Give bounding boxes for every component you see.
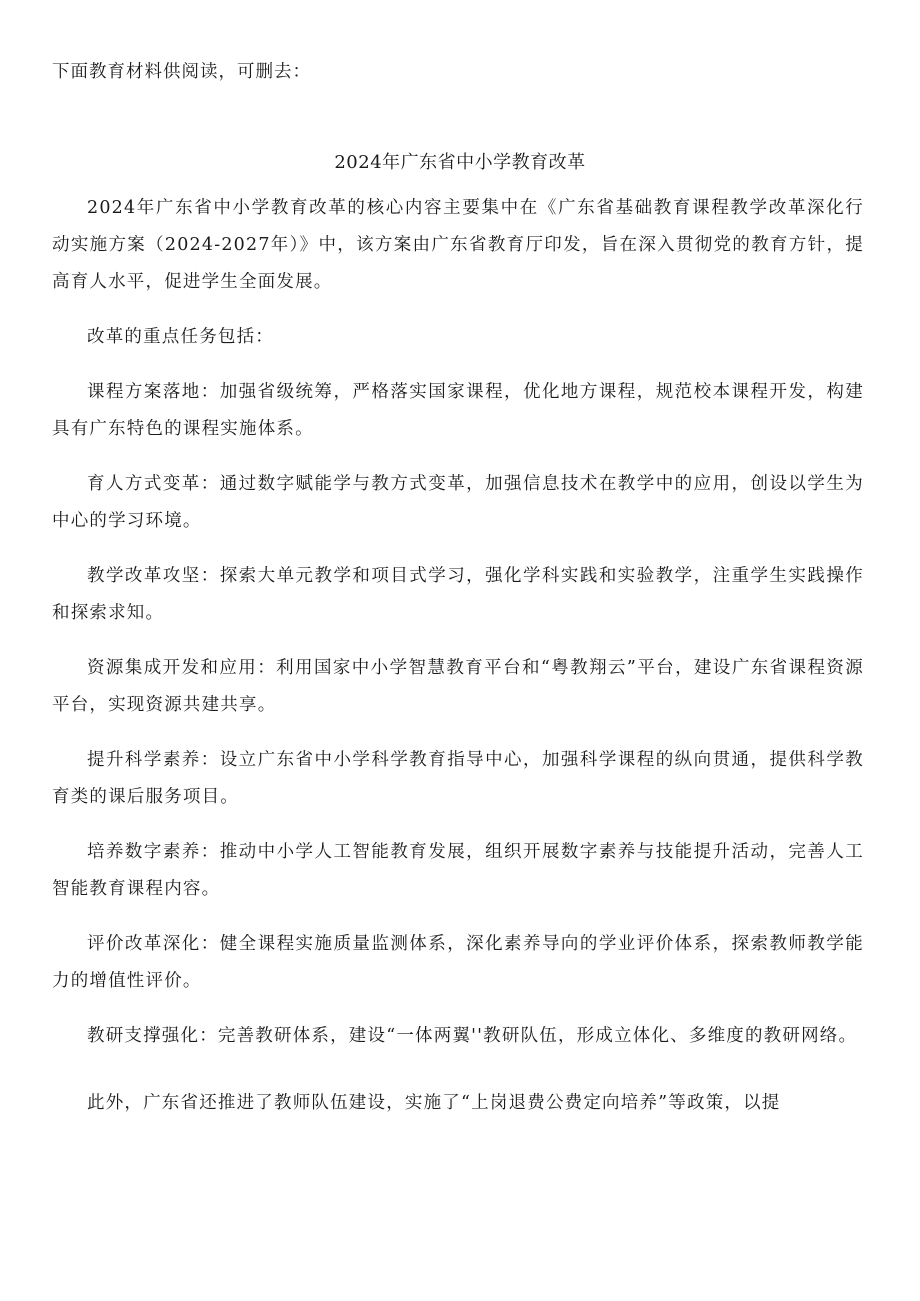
document-body	[52, 190, 864, 1140]
paragraph-science-literacy: 提升科学素养：设立广东省中小学科学教育指导中心，加强科学课程的纵向贯通，提供科学教育类的课后服务项目。	[52, 750, 864, 807]
paragraph-teacher-policy: 此外，广东省还推进了教师队伍建设，实施了“上岗退费公费定向培养”等政策，以提	[87, 1093, 781, 1113]
paragraph-key-tasks-heading: 改革的重点任务包括：	[87, 327, 274, 347]
paragraph-curriculum: 课程方案落地：加强省级统筹，严格落实国家课程，优化地方课程，规范校本课程开发，构建具有广东特色的课程实施体系。	[52, 382, 864, 439]
removable-note: 下面教育材料供阅读，可删去：	[52, 62, 311, 82]
paragraph-resources: 资源集成开发和应用：利用国家中小学智慧教育平台和“粤教翔云”平台，建设广东省课程资源平台，实现资源共建共享。	[52, 658, 864, 715]
paragraph-teaching-research: 教研支撑强化：完善教研体系，建设“一体两翼''教研队伍，形成立体化、多维度的教研网络。	[87, 1026, 858, 1046]
paragraph-digital-literacy: 培养数字素养：推动中小学人工智能教育发展，组织开展数字素养与技能提升活动，完善人工智能教育课程内容。	[52, 842, 864, 899]
paragraph-intro: 2024年广东省中小学教育改革的核心内容主要集中在《广东省基础教育课程教学改革深化行动实施方案（2024-2027年）》中，该方案由广东省教育厅印发，旨在深入贯彻党的教育方针，提高育人水平，促进学生全面发展。	[52, 198, 864, 292]
paragraph-teaching-reform: 教学改革攻坚：探索大单元教学和项目式学习，强化学科实践和实验教学，注重学生实践操作和探索求知。	[52, 566, 864, 623]
paragraph-evaluation: 评价改革深化：健全课程实施质量监测体系，深化素养导向的学业评价体系，探索教师教学能力的增值性评价。	[52, 934, 864, 991]
paragraph-education-methods: 育人方式变革：通过数字赋能学与教方式变革，加强信息技术在教学中的应用，创设以学生为中心的学习环境。	[52, 474, 864, 531]
page-title: 2024年广东省中小学教育改革	[334, 152, 586, 173]
